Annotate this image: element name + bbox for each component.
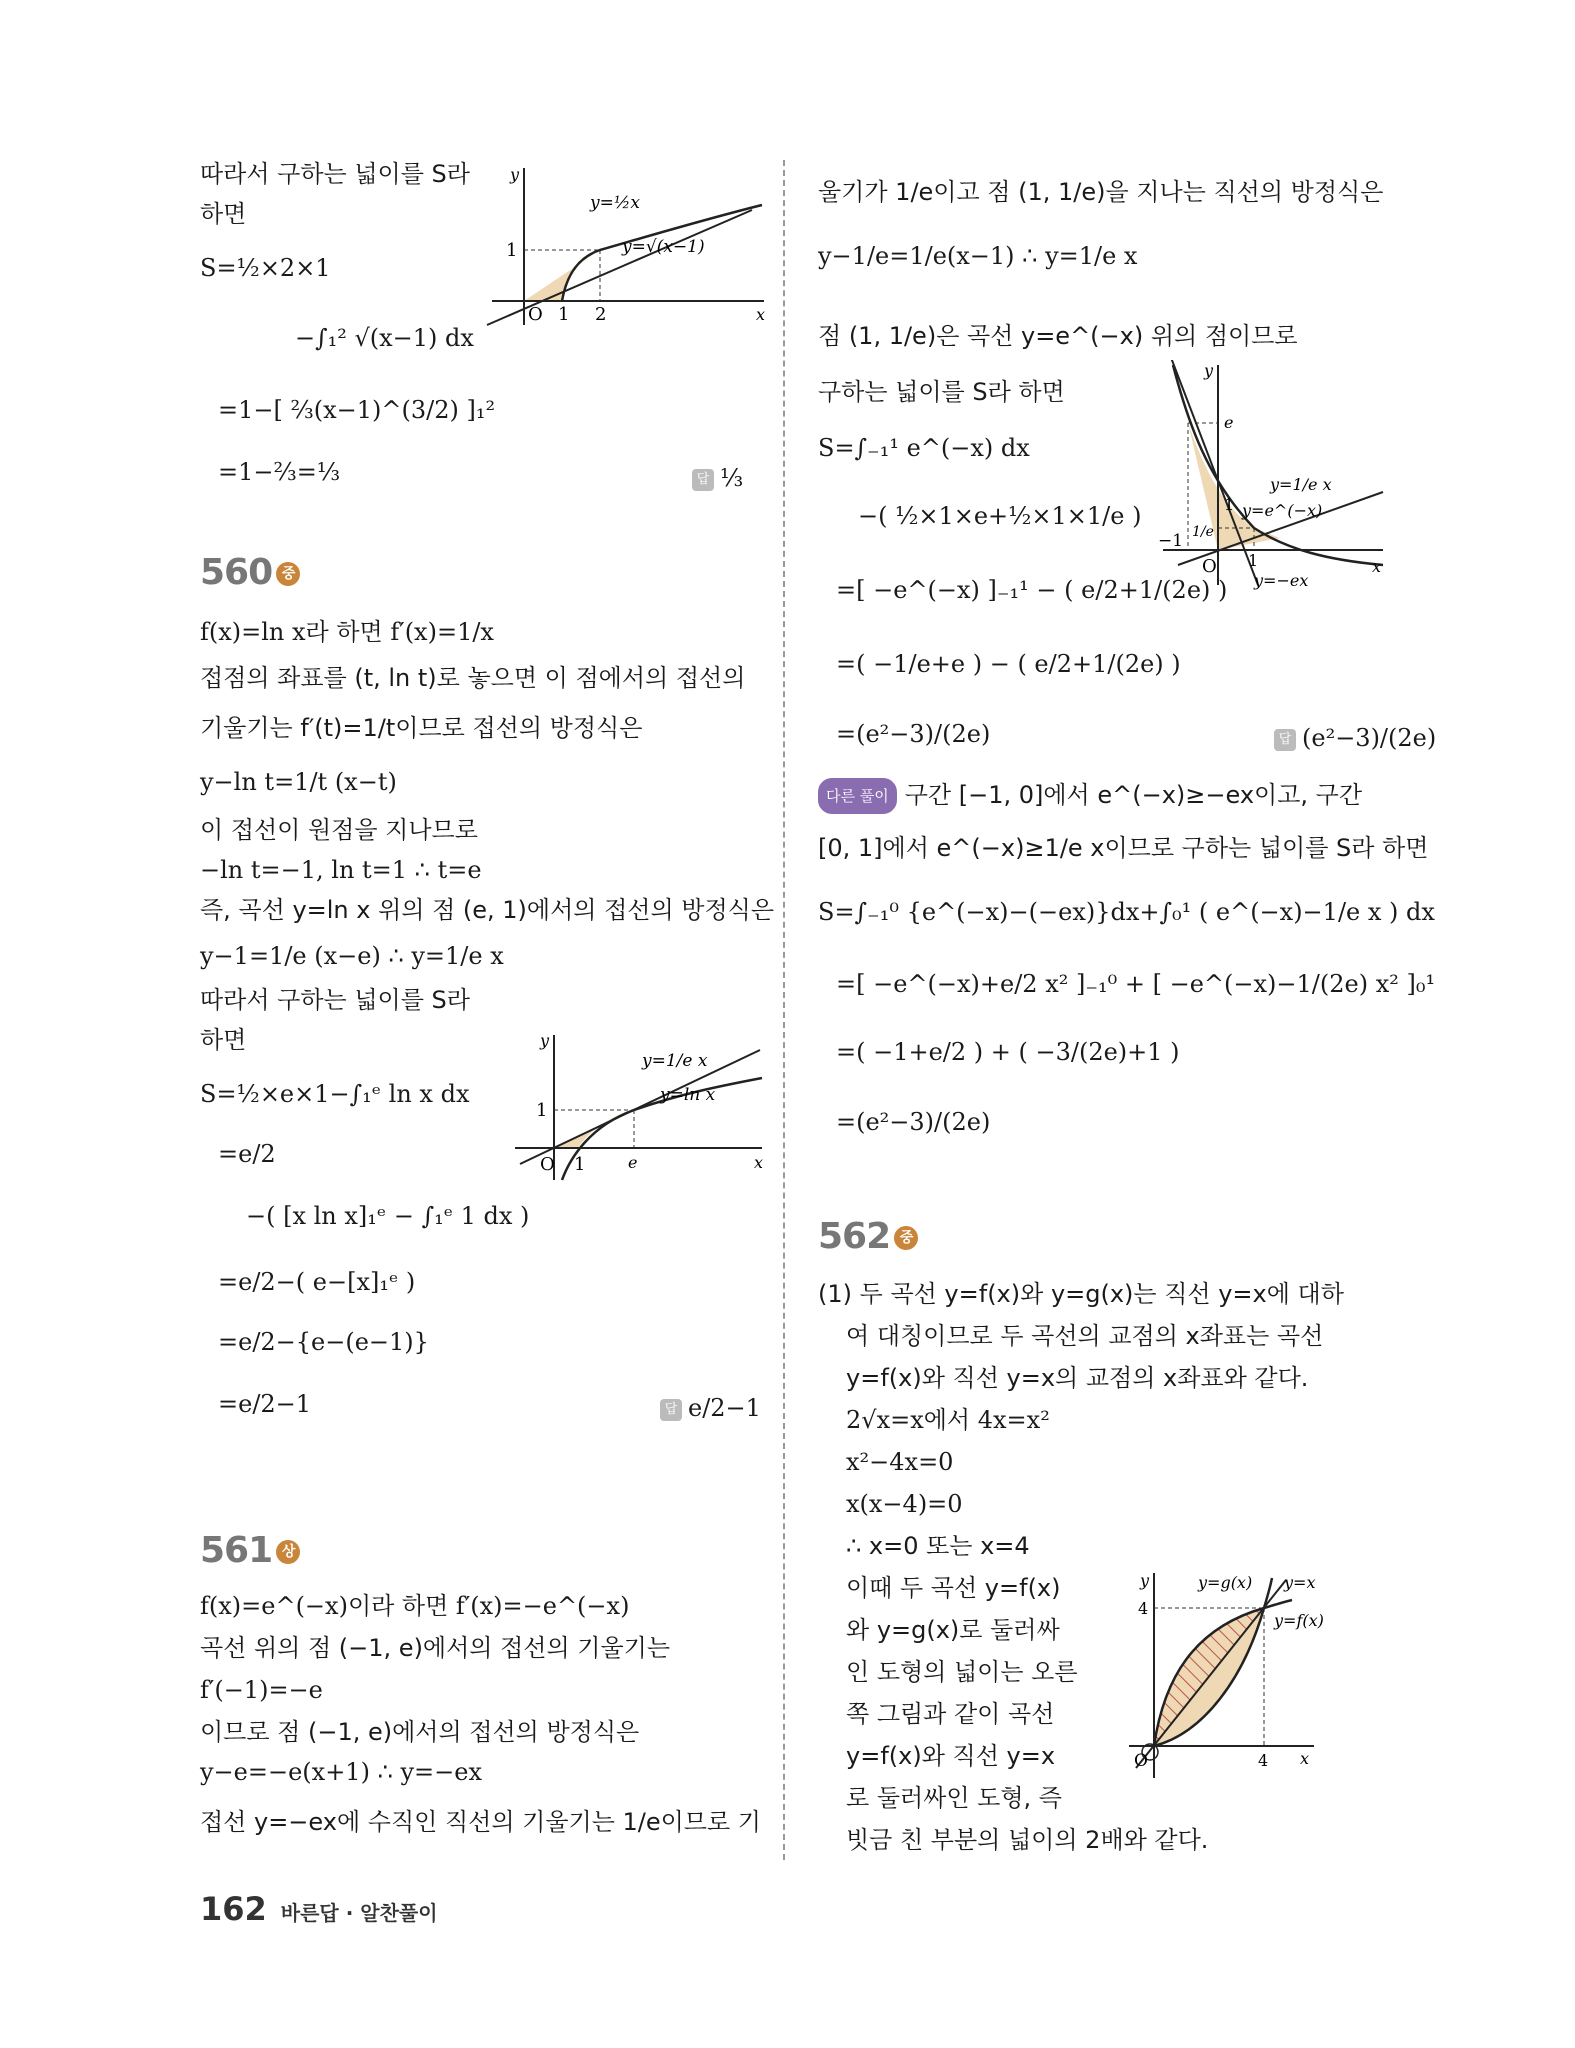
text-line: 울기가 1/e이고 점 (1, 1/e)을 지나는 직선의 방정식은 (818, 178, 1384, 206)
math-line: =[ −e^(−x)+e/2 x² ]₋₁⁰ + [ −e^(−x)−1/(2e) x² ]₀¹ (836, 970, 1436, 998)
text-line: 구하는 넓이를 S라 하면 (818, 378, 1065, 406)
f-label: y=f(x) (1274, 1611, 1324, 1630)
x-axis-label: x (1372, 557, 1382, 576)
x-axis-label: x (1300, 1749, 1310, 1768)
math-line: y−ln t=1/t (x−t) (200, 768, 397, 796)
math-line: =e/2 (218, 1140, 276, 1168)
origin-label: O (528, 304, 543, 325)
text-line: 하면 (200, 1026, 247, 1054)
page-footer (200, 1890, 438, 1928)
tick-label: 4 (1138, 1599, 1149, 1618)
math-line: −( ½×1×e+½×1×1/e ) (858, 502, 1142, 530)
math-line: =e/2−{e−(e−1)} (218, 1328, 429, 1356)
text-line: 접점의 좌표를 (t, ln t)로 놓으면 이 점에서의 접선의 (200, 664, 746, 692)
level-badge: 중 (894, 1226, 918, 1250)
level-badge: 중 (276, 562, 300, 586)
text-line: 점 (1, 1/e)은 곡선 y=e^(−x) 위의 점이므로 (818, 322, 1298, 350)
math-line: x²−4x=0 (846, 1448, 954, 1476)
math-line: y−e=−e(x+1) ∴ y=−ex (200, 1758, 482, 1786)
math-line: f(x)=e^(−x)이라 하면 f′(x)=−e^(−x) (200, 1592, 630, 1620)
column-divider (783, 160, 785, 1860)
text-line: [0, 1]에서 e^(−x)≥1/e x이므로 구하는 넓이를 S라 하면 (818, 834, 1429, 862)
text-line: ∴ x=0 또는 x=4 (846, 1532, 1030, 1560)
text-line: 따라서 구하는 넓이를 S라 (200, 160, 470, 188)
line-label: y=½x (590, 193, 640, 213)
problem-number: 562 중 (818, 1216, 918, 1257)
tick-label: 4 (1258, 1751, 1269, 1770)
problem-number: 561 상 (200, 1530, 300, 1571)
y-axis-label: y (1140, 1571, 1150, 1590)
text-line: 즉, 곡선 y=ln x 위의 점 (e, 1)에서의 접선의 방정식은 (200, 896, 775, 924)
math-line: y−1=1/e (x−e) ∴ y=1/e x (200, 942, 504, 970)
text-line: 여 대칭이므로 두 곡선의 교점의 x좌표는 곡선 (846, 1322, 1324, 1350)
math-line: y−1/e=1/e(x−1) ∴ y=1/e x (818, 242, 1138, 270)
line-label: y=1/e x (1270, 475, 1332, 494)
text-line: 따라서 구하는 넓이를 S라 (200, 986, 470, 1014)
g-label: y=g(x) (1198, 1573, 1253, 1592)
text-line: 기울기는 f′(t)=1/t이므로 접선의 방정식은 (200, 714, 643, 742)
text-line: 접선 y=−ex에 수직인 직선의 기울기는 1/e이므로 기 (200, 1808, 761, 1836)
tick-label: 2 (595, 304, 607, 325)
math-line: =( −1/e+e ) − ( e/2+1/(2e) ) (836, 650, 1181, 678)
math-line: =1−⅔=⅓ (218, 458, 341, 486)
text-line: y=f(x)와 직선 y=x의 교점의 x좌표와 같다. (846, 1364, 1309, 1392)
math-line: S=½×e×1−∫₁ᵉ ln x dx (200, 1080, 470, 1108)
text-line: 이때 두 곡선 y=f(x) (846, 1574, 1061, 1602)
tick-label: e (628, 1153, 638, 1172)
page-number: 162 (200, 1890, 267, 1928)
graph-symmetric (1114, 1568, 1384, 1788)
tangent-line (487, 210, 752, 325)
graph-ln (510, 1030, 770, 1190)
math-line: 2√x=x에서 4x=x² (846, 1406, 1050, 1434)
alt-solution-badge: 다른 풀이 (818, 778, 897, 814)
tick-label: 1 (1248, 551, 1259, 570)
curve-label: y=ln x (660, 1085, 716, 1105)
tick-label: 1/e (1192, 524, 1214, 540)
math-line: −( [x ln x]₁ᵉ − ∫₁ᵉ 1 dx ) (246, 1202, 530, 1230)
tick-label: 1 (506, 240, 518, 261)
origin-label: O (540, 1154, 555, 1175)
text-line: 곡선 위의 점 (−1, e)에서의 접선의 기울기는 (200, 1634, 671, 1662)
text-line: 로 둘러싸인 도형, 즉 (846, 1784, 1062, 1812)
math-line: f′(−1)=−e (200, 1676, 323, 1704)
book-title: 바른답 · 알찬풀이 (280, 1901, 438, 1925)
answer: 답 ⅓ (692, 464, 743, 492)
text-line: y=f(x)와 직선 y=x (846, 1742, 1056, 1770)
math-line: S=∫₋₁¹ e^(−x) dx (818, 434, 1030, 462)
text-line: f(x)=ln x라 하면 f′(x)=1/x (200, 618, 494, 646)
tick-label: 1 (1224, 495, 1235, 514)
curve-label: y=√(x−1) (622, 237, 705, 257)
math-line: −∫₁² √(x−1) dx (295, 324, 474, 352)
y-axis-label: y (540, 1031, 550, 1050)
text-line: (1) 두 곡선 y=f(x)와 y=g(x)는 직선 y=x에 대하 (818, 1280, 1344, 1308)
curve-label: y=e^(−x) (1242, 501, 1323, 520)
math-line: x(x−4)=0 (846, 1490, 963, 1518)
text-line: 와 y=g(x)로 둘러싸 (846, 1616, 1060, 1644)
y-axis-label: y (1204, 361, 1214, 380)
line-label: y=1/e x (642, 1051, 708, 1071)
graph-sqrt (482, 160, 772, 330)
text-line: 빗금 친 부분의 넓이의 2배와 같다. (846, 1826, 1209, 1854)
x-axis-label: x (756, 305, 766, 324)
math-line: =e/2−( e−[x]₁ᵉ ) (218, 1268, 416, 1296)
math-line: S=½×2×1 (200, 254, 331, 282)
level-badge: 상 (276, 1540, 300, 1564)
identity-label: y=x (1284, 1573, 1316, 1592)
text-line: 하면 (200, 200, 247, 228)
answer: 답 e/2−1 (660, 1394, 761, 1422)
graph-exp (1158, 360, 1388, 590)
tick-label: e (1224, 413, 1234, 432)
text-line: 인 도형의 넓이는 오른 (846, 1658, 1078, 1686)
math-line: =( −1+e/2 ) + ( −3/(2e)+1 ) (836, 1038, 1180, 1066)
tangent-label: y=−ex (1254, 571, 1309, 590)
tick-label: 1 (536, 1100, 548, 1121)
math-line: =[ −e^(−x) ]₋₁¹ − ( e/2+1/(2e) ) (836, 576, 1228, 604)
math-line: =e/2−1 (218, 1390, 312, 1418)
tick-label: 1 (558, 304, 570, 325)
math-line: =(e²−3)/(2e) (836, 1108, 991, 1136)
origin-label: O (1202, 556, 1217, 577)
x-axis-label: x (754, 1153, 764, 1172)
problem-number: 560 중 (200, 552, 300, 593)
text-line: 이 접선이 원점을 지나므로 (200, 816, 478, 844)
tick-label: −1 (1158, 531, 1184, 551)
text-line: 쪽 그림과 같이 곡선 (846, 1700, 1055, 1728)
math-line: =1−[ ⅔(x−1)^(3/2) ]₁² (218, 396, 496, 424)
origin-label: O (1134, 1751, 1148, 1771)
answer: 답 (e²−3)/(2e) (1274, 724, 1436, 752)
tick-label: 1 (574, 1154, 586, 1175)
text-line: 이므로 점 (−1, e)에서의 접선의 방정식은 (200, 1718, 640, 1746)
math-line: =(e²−3)/(2e) (836, 720, 991, 748)
y-axis-label: y (510, 165, 520, 184)
math-line: −ln t=−1, ln t=1 ∴ t=e (200, 856, 482, 884)
text-line: 다른 풀이 구간 [−1, 0]에서 e^(−x)≥−ex이고, 구간 (818, 778, 1362, 814)
math-line: S=∫₋₁⁰ {e^(−x)−(−ex)}dx+∫₀¹ ( e^(−x)−1/e x ) dx (818, 898, 1435, 926)
